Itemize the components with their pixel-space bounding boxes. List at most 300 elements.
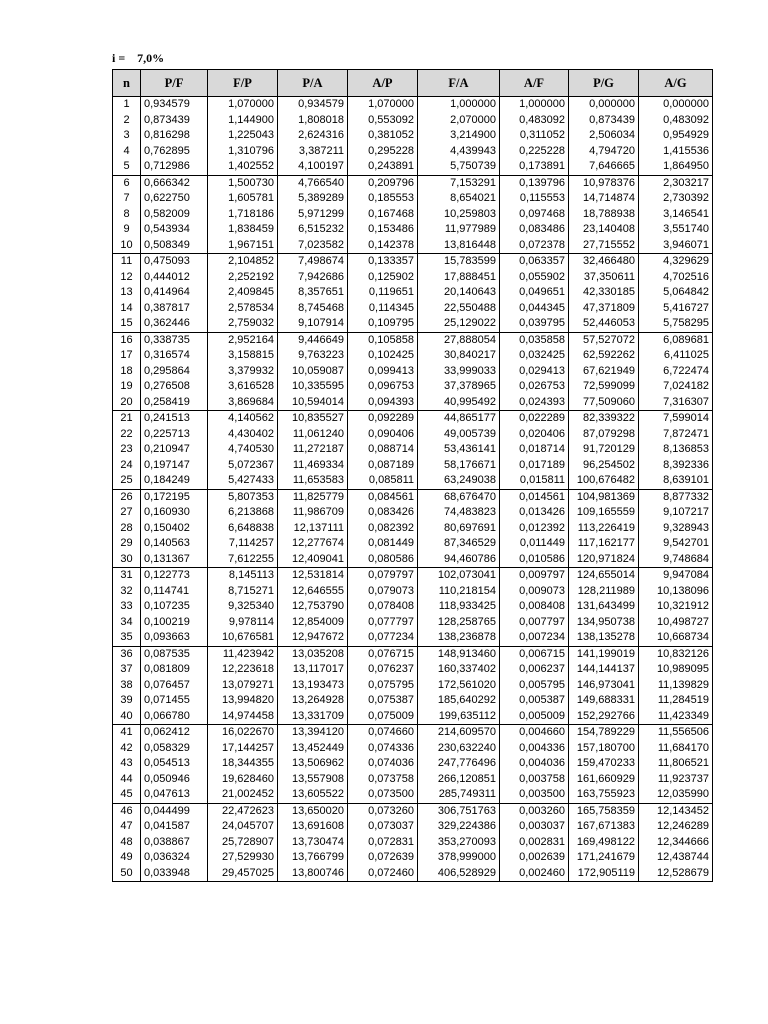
cell-a-over-f: 0,006237 <box>500 662 569 678</box>
cell-n: 18 <box>113 364 141 380</box>
cell-n: 11 <box>113 254 141 270</box>
cell-f-over-a: 285,749311 <box>418 787 500 803</box>
cell-p-over-f: 0,197147 <box>141 458 208 474</box>
cell-p-over-g: 67,621949 <box>569 364 639 380</box>
table-row <box>113 568 713 584</box>
cell-p-over-a: 8,745468 <box>278 301 348 317</box>
cell-f-over-p: 7,612255 <box>208 552 278 568</box>
cell-p-over-g: 77,509060 <box>569 395 639 411</box>
cell-f-over-a: 199,635112 <box>418 709 500 725</box>
cell-p-over-g: 113,226419 <box>569 521 639 537</box>
cell-a-over-p: 0,102425 <box>348 348 418 364</box>
cell-a-over-f: 0,007234 <box>500 630 569 646</box>
cell-n: 14 <box>113 301 141 317</box>
table-row <box>113 128 713 144</box>
cell-a-over-f: 0,003037 <box>500 819 569 835</box>
table-row <box>113 97 713 113</box>
cell-p-over-a: 13,650020 <box>278 803 348 819</box>
cell-p-over-g: 87,079298 <box>569 427 639 443</box>
table-row <box>113 536 713 552</box>
cell-f-over-p: 22,472623 <box>208 803 278 819</box>
table-row <box>113 599 713 615</box>
cell-a-over-g: 11,684170 <box>639 741 713 757</box>
cell-p-over-g: 152,292766 <box>569 709 639 725</box>
cell-a-over-p: 0,243891 <box>348 159 418 175</box>
cell-p-over-g: 165,758359 <box>569 803 639 819</box>
cell-f-over-a: 214,609570 <box>418 725 500 741</box>
cell-f-over-p: 19,628460 <box>208 772 278 788</box>
cell-p-over-a: 13,035208 <box>278 646 348 662</box>
cell-f-over-p: 8,715271 <box>208 584 278 600</box>
cell-a-over-f: 0,014561 <box>500 489 569 505</box>
cell-p-over-f: 0,362446 <box>141 316 208 332</box>
cell-n: 32 <box>113 584 141 600</box>
cell-a-over-g: 8,639101 <box>639 473 713 489</box>
cell-f-over-a: 49,005739 <box>418 427 500 443</box>
cell-a-over-g: 11,284519 <box>639 693 713 709</box>
cell-p-over-a: 13,506962 <box>278 756 348 772</box>
cell-p-over-g: 23,140408 <box>569 222 639 238</box>
cell-p-over-g: 138,135278 <box>569 630 639 646</box>
table-row <box>113 254 713 270</box>
table-row <box>113 803 713 819</box>
cell-f-over-a: 4,439943 <box>418 144 500 160</box>
table-row <box>113 787 713 803</box>
cell-p-over-g: 149,688331 <box>569 693 639 709</box>
cell-p-over-g: 120,971824 <box>569 552 639 568</box>
cell-a-over-p: 1,070000 <box>348 97 418 113</box>
cell-p-over-a: 3,387211 <box>278 144 348 160</box>
cell-a-over-f: 0,004336 <box>500 741 569 757</box>
cell-p-over-f: 0,131367 <box>141 552 208 568</box>
cell-f-over-p: 14,974458 <box>208 709 278 725</box>
cell-p-over-f: 0,712986 <box>141 159 208 175</box>
cell-n: 24 <box>113 458 141 474</box>
cell-p-over-f: 0,140563 <box>141 536 208 552</box>
cell-p-over-a: 13,331709 <box>278 709 348 725</box>
cell-p-over-a: 10,594014 <box>278 395 348 411</box>
cell-a-over-g: 11,923737 <box>639 772 713 788</box>
cell-a-over-g: 11,556506 <box>639 725 713 741</box>
table-row <box>113 270 713 286</box>
cell-p-over-a: 12,277674 <box>278 536 348 552</box>
table-row <box>113 552 713 568</box>
cell-f-over-p: 25,728907 <box>208 835 278 851</box>
table-row <box>113 693 713 709</box>
cell-a-over-p: 0,090406 <box>348 427 418 443</box>
cell-n: 4 <box>113 144 141 160</box>
cell-f-over-p: 9,325340 <box>208 599 278 615</box>
cell-f-over-a: 13,816448 <box>418 238 500 254</box>
cell-n: 40 <box>113 709 141 725</box>
cell-p-over-f: 0,093663 <box>141 630 208 646</box>
cell-f-over-a: 5,750739 <box>418 159 500 175</box>
cell-n: 17 <box>113 348 141 364</box>
cell-a-over-g: 10,832126 <box>639 646 713 662</box>
cell-p-over-g: 157,180700 <box>569 741 639 757</box>
table-row <box>113 646 713 662</box>
cell-f-over-a: 17,888451 <box>418 270 500 286</box>
cell-p-over-g: 100,676482 <box>569 473 639 489</box>
cell-a-over-g: 12,246289 <box>639 819 713 835</box>
cell-p-over-a: 11,653583 <box>278 473 348 489</box>
cell-a-over-f: 0,044345 <box>500 301 569 317</box>
cell-n: 38 <box>113 678 141 694</box>
cell-n: 5 <box>113 159 141 175</box>
cell-a-over-p: 0,072639 <box>348 850 418 866</box>
cell-a-over-p: 0,072460 <box>348 866 418 882</box>
cell-p-over-f: 0,100219 <box>141 615 208 631</box>
cell-f-over-a: 160,337402 <box>418 662 500 678</box>
cell-a-over-p: 0,109795 <box>348 316 418 332</box>
header-p-over-f: P/F <box>141 70 208 97</box>
cell-f-over-p: 21,002452 <box>208 787 278 803</box>
header-p-over-a: P/A <box>278 70 348 97</box>
cell-a-over-p: 0,079797 <box>348 568 418 584</box>
cell-a-over-g: 0,000000 <box>639 97 713 113</box>
cell-p-over-a: 12,409041 <box>278 552 348 568</box>
cell-p-over-a: 10,335595 <box>278 379 348 395</box>
cell-a-over-p: 0,119651 <box>348 285 418 301</box>
cell-p-over-a: 13,557908 <box>278 772 348 788</box>
table-row <box>113 819 713 835</box>
cell-p-over-a: 4,766540 <box>278 175 348 191</box>
cell-n: 39 <box>113 693 141 709</box>
cell-a-over-f: 0,018714 <box>500 442 569 458</box>
cell-a-over-g: 10,989095 <box>639 662 713 678</box>
cell-a-over-p: 0,073260 <box>348 803 418 819</box>
cell-f-over-p: 1,070000 <box>208 97 278 113</box>
cell-a-over-g: 7,024182 <box>639 379 713 395</box>
cell-p-over-g: 159,470233 <box>569 756 639 772</box>
cell-p-over-a: 12,646555 <box>278 584 348 600</box>
cell-f-over-a: 27,888054 <box>418 332 500 348</box>
cell-p-over-a: 2,624316 <box>278 128 348 144</box>
cell-a-over-g: 7,599014 <box>639 411 713 427</box>
cell-p-over-g: 27,715552 <box>569 238 639 254</box>
header-n: n <box>113 70 141 97</box>
cell-a-over-p: 0,074036 <box>348 756 418 772</box>
cell-a-over-p: 0,209796 <box>348 175 418 191</box>
cell-f-over-p: 1,967151 <box>208 238 278 254</box>
cell-f-over-p: 3,379932 <box>208 364 278 380</box>
cell-f-over-a: 58,176671 <box>418 458 500 474</box>
cell-p-over-a: 13,394120 <box>278 725 348 741</box>
cell-p-over-a: 13,264928 <box>278 693 348 709</box>
header-f-over-p: F/P <box>208 70 278 97</box>
cell-n: 35 <box>113 630 141 646</box>
cell-n: 46 <box>113 803 141 819</box>
cell-f-over-p: 1,402552 <box>208 159 278 175</box>
table-row <box>113 741 713 757</box>
cell-a-over-g: 9,328943 <box>639 521 713 537</box>
cell-f-over-p: 1,144900 <box>208 113 278 129</box>
cell-a-over-p: 0,076237 <box>348 662 418 678</box>
cell-f-over-p: 13,079271 <box>208 678 278 694</box>
header-a-over-f: A/F <box>500 70 569 97</box>
cell-a-over-g: 2,303217 <box>639 175 713 191</box>
cell-f-over-a: 353,270093 <box>418 835 500 851</box>
cell-p-over-a: 13,193473 <box>278 678 348 694</box>
cell-a-over-g: 5,064842 <box>639 285 713 301</box>
cell-f-over-p: 16,022670 <box>208 725 278 741</box>
cell-n: 31 <box>113 568 141 584</box>
cell-p-over-g: 7,646665 <box>569 159 639 175</box>
table-row <box>113 379 713 395</box>
cell-f-over-a: 22,550488 <box>418 301 500 317</box>
cell-a-over-g: 3,946071 <box>639 238 713 254</box>
cell-p-over-a: 12,531814 <box>278 568 348 584</box>
header-a-over-g: A/G <box>639 70 713 97</box>
cell-a-over-f: 0,115553 <box>500 191 569 207</box>
cell-a-over-f: 0,006715 <box>500 646 569 662</box>
cell-n: 1 <box>113 97 141 113</box>
header-row <box>113 70 713 97</box>
table-row <box>113 866 713 882</box>
cell-p-over-g: 134,950738 <box>569 615 639 631</box>
cell-a-over-f: 0,032425 <box>500 348 569 364</box>
cell-a-over-g: 0,954929 <box>639 128 713 144</box>
cell-a-over-p: 0,295228 <box>348 144 418 160</box>
cell-p-over-g: 169,498122 <box>569 835 639 851</box>
cell-n: 12 <box>113 270 141 286</box>
cell-p-over-a: 9,763223 <box>278 348 348 364</box>
cell-n: 25 <box>113 473 141 489</box>
cell-p-over-g: 144,144137 <box>569 662 639 678</box>
cell-p-over-a: 11,986709 <box>278 505 348 521</box>
cell-f-over-a: 172,561020 <box>418 678 500 694</box>
cell-a-over-f: 0,097468 <box>500 207 569 223</box>
cell-p-over-f: 0,622750 <box>141 191 208 207</box>
cell-a-over-p: 0,088714 <box>348 442 418 458</box>
cell-n: 22 <box>113 427 141 443</box>
cell-f-over-a: 30,840217 <box>418 348 500 364</box>
cell-a-over-g: 8,392336 <box>639 458 713 474</box>
cell-p-over-f: 0,038867 <box>141 835 208 851</box>
cell-n: 45 <box>113 787 141 803</box>
cell-f-over-p: 27,529930 <box>208 850 278 866</box>
cell-n: 20 <box>113 395 141 411</box>
cell-f-over-a: 94,460786 <box>418 552 500 568</box>
table-row <box>113 113 713 129</box>
cell-f-over-p: 4,430402 <box>208 427 278 443</box>
cell-p-over-f: 0,258419 <box>141 395 208 411</box>
cell-a-over-f: 0,005387 <box>500 693 569 709</box>
cell-f-over-p: 4,140562 <box>208 411 278 427</box>
cell-a-over-g: 12,438744 <box>639 850 713 866</box>
cell-p-over-g: 37,350611 <box>569 270 639 286</box>
cell-p-over-f: 0,241513 <box>141 411 208 427</box>
table-row <box>113 222 713 238</box>
cell-f-over-p: 3,158815 <box>208 348 278 364</box>
cell-a-over-f: 0,015811 <box>500 473 569 489</box>
cell-n: 19 <box>113 379 141 395</box>
cell-n: 23 <box>113 442 141 458</box>
cell-p-over-g: 141,199019 <box>569 646 639 662</box>
cell-p-over-g: 4,794720 <box>569 144 639 160</box>
cell-a-over-f: 0,022289 <box>500 411 569 427</box>
table-row <box>113 458 713 474</box>
cell-p-over-f: 0,816298 <box>141 128 208 144</box>
cell-a-over-f: 0,063357 <box>500 254 569 270</box>
cell-a-over-g: 12,528679 <box>639 866 713 882</box>
cell-p-over-f: 0,071455 <box>141 693 208 709</box>
cell-a-over-g: 10,138096 <box>639 584 713 600</box>
cell-n: 26 <box>113 489 141 505</box>
cell-a-over-p: 0,073037 <box>348 819 418 835</box>
cell-p-over-a: 13,800746 <box>278 866 348 882</box>
cell-p-over-f: 0,160930 <box>141 505 208 521</box>
cell-p-over-g: 10,978376 <box>569 175 639 191</box>
table-row <box>113 835 713 851</box>
cell-a-over-g: 1,864950 <box>639 159 713 175</box>
cell-p-over-f: 0,414964 <box>141 285 208 301</box>
cell-a-over-f: 0,039795 <box>500 316 569 332</box>
cell-f-over-a: 2,070000 <box>418 113 500 129</box>
cell-a-over-f: 0,009797 <box>500 568 569 584</box>
cell-a-over-p: 0,073758 <box>348 772 418 788</box>
cell-a-over-g: 2,730392 <box>639 191 713 207</box>
table-row <box>113 316 713 332</box>
cell-f-over-p: 3,869684 <box>208 395 278 411</box>
cell-p-over-a: 13,691608 <box>278 819 348 835</box>
cell-n: 37 <box>113 662 141 678</box>
cell-f-over-p: 8,145113 <box>208 568 278 584</box>
cell-f-over-a: 148,913460 <box>418 646 500 662</box>
cell-p-over-f: 0,444012 <box>141 270 208 286</box>
cell-p-over-g: 42,330185 <box>569 285 639 301</box>
cell-a-over-f: 0,002460 <box>500 866 569 882</box>
cell-p-over-g: 124,655014 <box>569 568 639 584</box>
cell-a-over-p: 0,075009 <box>348 709 418 725</box>
cell-p-over-f: 0,047613 <box>141 787 208 803</box>
table-row <box>113 630 713 646</box>
cell-a-over-f: 0,024393 <box>500 395 569 411</box>
table-row <box>113 442 713 458</box>
cell-a-over-g: 12,143452 <box>639 803 713 819</box>
cell-n: 2 <box>113 113 141 129</box>
cell-a-over-f: 0,011449 <box>500 536 569 552</box>
cell-f-over-a: 378,999000 <box>418 850 500 866</box>
cell-a-over-g: 10,668734 <box>639 630 713 646</box>
cell-p-over-f: 0,873439 <box>141 113 208 129</box>
table-row <box>113 584 713 600</box>
cell-a-over-g: 9,748684 <box>639 552 713 568</box>
cell-a-over-g: 9,947084 <box>639 568 713 584</box>
cell-p-over-a: 0,934579 <box>278 97 348 113</box>
cell-n: 27 <box>113 505 141 521</box>
cell-p-over-a: 5,389289 <box>278 191 348 207</box>
cell-p-over-g: 104,981369 <box>569 489 639 505</box>
cell-a-over-g: 11,423349 <box>639 709 713 725</box>
cell-f-over-a: 185,640292 <box>418 693 500 709</box>
cell-a-over-p: 0,114345 <box>348 301 418 317</box>
cell-f-over-p: 2,759032 <box>208 316 278 332</box>
cell-a-over-f: 0,012392 <box>500 521 569 537</box>
cell-p-over-f: 0,033948 <box>141 866 208 882</box>
table-row <box>113 301 713 317</box>
cell-p-over-f: 0,050946 <box>141 772 208 788</box>
cell-n: 30 <box>113 552 141 568</box>
header-a-over-p: A/P <box>348 70 418 97</box>
cell-a-over-f: 0,002831 <box>500 835 569 851</box>
interest-factor-table <box>112 69 713 882</box>
cell-a-over-f: 0,003500 <box>500 787 569 803</box>
table-row <box>113 238 713 254</box>
cell-n: 29 <box>113 536 141 552</box>
cell-p-over-g: 91,720129 <box>569 442 639 458</box>
cell-a-over-g: 8,877332 <box>639 489 713 505</box>
cell-a-over-g: 6,089681 <box>639 332 713 348</box>
cell-p-over-f: 0,316574 <box>141 348 208 364</box>
cell-a-over-p: 0,077797 <box>348 615 418 631</box>
cell-p-over-a: 12,854009 <box>278 615 348 631</box>
cell-a-over-p: 0,083426 <box>348 505 418 521</box>
cell-f-over-a: 329,224386 <box>418 819 500 835</box>
cell-a-over-p: 0,142378 <box>348 238 418 254</box>
cell-a-over-g: 5,758295 <box>639 316 713 332</box>
cell-a-over-p: 0,092289 <box>348 411 418 427</box>
cell-a-over-f: 0,055902 <box>500 270 569 286</box>
table-body <box>113 97 713 882</box>
cell-f-over-a: 138,236878 <box>418 630 500 646</box>
cell-n: 50 <box>113 866 141 882</box>
cell-n: 9 <box>113 222 141 238</box>
cell-p-over-a: 8,357651 <box>278 285 348 301</box>
table-row <box>113 678 713 694</box>
cell-p-over-a: 5,971299 <box>278 207 348 223</box>
cell-a-over-p: 0,081449 <box>348 536 418 552</box>
table-row <box>113 662 713 678</box>
cell-a-over-f: 0,139796 <box>500 175 569 191</box>
cell-a-over-g: 3,551740 <box>639 222 713 238</box>
cell-a-over-p: 0,072831 <box>348 835 418 851</box>
cell-a-over-g: 7,872471 <box>639 427 713 443</box>
table-row <box>113 725 713 741</box>
cell-n: 48 <box>113 835 141 851</box>
cell-p-over-f: 0,934579 <box>141 97 208 113</box>
cell-f-over-p: 18,344355 <box>208 756 278 772</box>
cell-f-over-p: 2,952164 <box>208 332 278 348</box>
cell-a-over-g: 12,035990 <box>639 787 713 803</box>
cell-n: 21 <box>113 411 141 427</box>
cell-a-over-p: 0,099413 <box>348 364 418 380</box>
cell-a-over-p: 0,087189 <box>348 458 418 474</box>
cell-a-over-p: 0,076715 <box>348 646 418 662</box>
cell-p-over-f: 0,076457 <box>141 678 208 694</box>
cell-a-over-p: 0,085811 <box>348 473 418 489</box>
cell-p-over-a: 7,023582 <box>278 238 348 254</box>
table-row <box>113 191 713 207</box>
cell-a-over-g: 7,316307 <box>639 395 713 411</box>
cell-n: 49 <box>113 850 141 866</box>
cell-n: 8 <box>113 207 141 223</box>
cell-f-over-a: 306,751763 <box>418 803 500 819</box>
cell-n: 41 <box>113 725 141 741</box>
cell-f-over-a: 87,346529 <box>418 536 500 552</box>
cell-n: 3 <box>113 128 141 144</box>
cell-p-over-g: 171,241679 <box>569 850 639 866</box>
table-row <box>113 489 713 505</box>
cell-f-over-p: 2,409845 <box>208 285 278 301</box>
cell-p-over-g: 131,643499 <box>569 599 639 615</box>
cell-p-over-f: 0,172195 <box>141 489 208 505</box>
cell-p-over-f: 0,054513 <box>141 756 208 772</box>
cell-n: 47 <box>113 819 141 835</box>
cell-p-over-a: 10,835527 <box>278 411 348 427</box>
cell-a-over-p: 0,185553 <box>348 191 418 207</box>
cell-a-over-f: 0,017189 <box>500 458 569 474</box>
